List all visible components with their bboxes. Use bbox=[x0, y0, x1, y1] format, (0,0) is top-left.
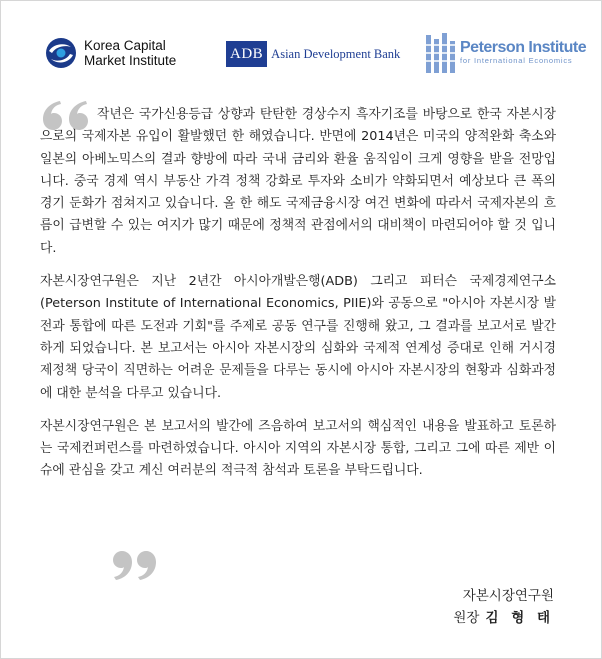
kcmi-logo bbox=[44, 36, 176, 70]
piie-logo bbox=[424, 31, 586, 75]
building-columns-icon bbox=[424, 31, 458, 75]
kcmi-name-line1: Korea Capital bbox=[84, 38, 166, 53]
adb-logo bbox=[226, 41, 400, 67]
letter-paragraph-1: 작년은 국가신용등급 상향과 탄탄한 경상수지 흑자기조를 바탕으로 한국 자본시장으로의 국제자본 유입이 활발했던 한 해였습니다. 반면에 2014년은 미국의 양적완화 축소와 일본의 아베노믹스의 결과 향방에 따라 국내 금리와 환율 움직임이 크게 영향을 받을 전망입니다. 중국 경제 역시 부동산 가격 정책 강화로 투자와 소비가 약화되면서 예상보다 큰 폭의 경기 둔화가 점쳐지고 있습니다. 올 한 해도 국제금융시장 여건 변화에 따라서 국제자본의 흐름이 급변할 수 있는 여지가 많기 때문에 정책적 관점에서의 대비책이 마련되어야 할 것 입니다. bbox=[40, 107, 556, 256]
piie-name: Peterson Institute bbox=[460, 39, 587, 56]
close-quote-icon bbox=[110, 548, 160, 584]
letter-paragraph-2: 자본시장연구원은 지난 2년간 아시아개발은행(ADB) 그리고 피터슨 국제경제연구소(Peterson Institute of International Economics, PIIE)와 공동으로 "아시아 자본시장 발전과 통합에 따른 도전과 기회"를 주제로 공동 연구를 진행해 왔고, 그 결과를 보고서로 발간하게 되었습니다. 본 보고서는 아시아 자본시장의 심화와 국제적 연계성 증대로 인해 거시경제정책 당국이 직면하는 어려운 문제들을 다루는 동시에 아시아 자본시장의 현황과 심화과정에 대한 분석을 다루고 있습니다. bbox=[40, 274, 556, 401]
letter-body bbox=[40, 104, 556, 494]
adb-name: Asian Development Bank bbox=[271, 46, 401, 61]
letter-paragraph-3: 자본시장연구원은 본 보고서의 발간에 즈음하여 보고서의 핵심적인 내용을 발표하고 토론하는 국제컨퍼런스를 마련하였습니다. 아시아 지역의 자본시장 통합, 그리고 그에 따른 제반 이슈에 관심을 갖고 계신 여러분의 적극적 참석과 토론을 부탁드립니다. bbox=[40, 418, 556, 479]
adb-abbr: ADB bbox=[226, 41, 267, 67]
partner-logos bbox=[0, 0, 602, 90]
kcmi-name-line2: Market Institute bbox=[84, 53, 177, 68]
signature-line bbox=[453, 607, 554, 629]
signature-name: 김 형 태 bbox=[485, 610, 554, 626]
signature-title: 원장 bbox=[453, 610, 480, 626]
piie-subtitle: for International Economics bbox=[460, 56, 573, 65]
signature-block bbox=[453, 585, 554, 629]
kcmi-swirl-icon bbox=[44, 36, 78, 70]
signature-org: 자본시장연구원 bbox=[462, 588, 554, 604]
